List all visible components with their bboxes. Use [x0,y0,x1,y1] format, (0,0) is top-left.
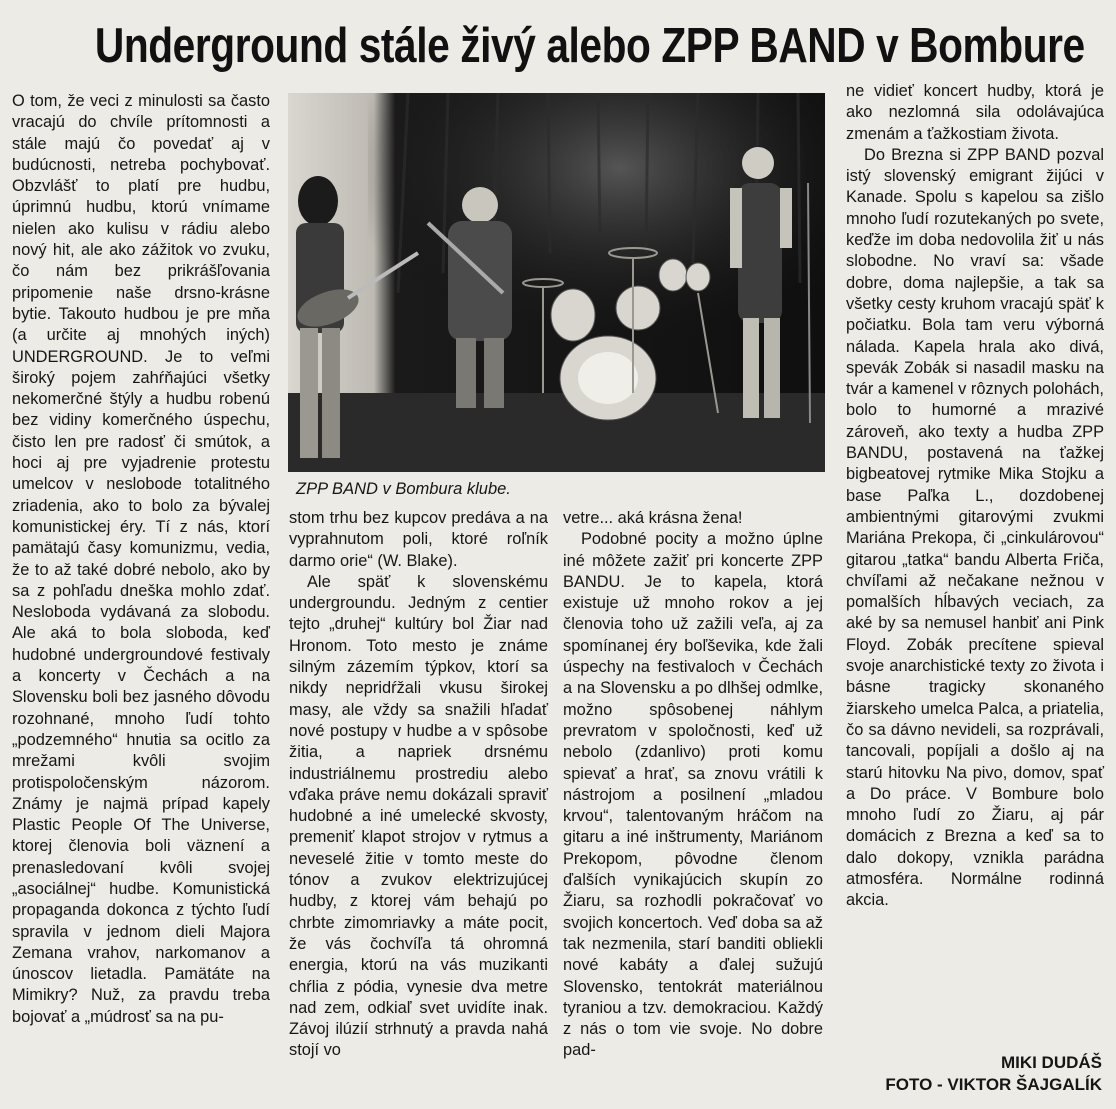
paragraph: stom trhu bez kupcov predáva a na vyprahnutom poli, ktoré roľník darmo orie“ (W. Blake). [289,509,548,570]
photo-caption: ZPP BAND v Bombura klube. [296,480,511,498]
author-name: MIKI DUDÁŠ [1000,1053,1102,1072]
concert-photo-illustration [288,93,825,472]
byline [885,1052,1102,1096]
paragraph: vetre... aká krásna žena! [563,509,743,527]
article-column-1 [12,91,270,1028]
paragraph: Ale späť k slovenskému undergroundu. Jedným z centier tejto „druhej“ kultúry bol Žiar nad Hronom. Toto mesto je známe silným zázemím týpkov, ktorí sa nikdy nepridŕžali vkusu širokej masy, ale vždy sa snažili hľadať nové postupy v hudbe a v spôsobe žitia, a napriek drsnému industriálnemu prostrediu alebo vďaka práve nemu dokázali spraviť hudobné a iné umelecké skvosty, premeniť klapot strojov v rytmus a neveselé žitie v tomto meste do tónov a zvukov elektrizujúcej hudby, z ktorej vám behajú po chrbte zimomriavky a máte pocit, že vás čochvíľa tá ohromná energia, ktorú na vás muzikanti chŕlia z pódia, vynesie dva metre nad zem, odkiaľ svet uvidíte inak. Závoj ilúzií strhnutý a pravda nahá stojí vo [289,572,548,1060]
article-column-3 [563,508,823,1062]
article-column-2 [289,508,548,1062]
article-column-4 [846,81,1104,912]
photo-credit: FOTO - VIKTOR ŠAJGALÍK [885,1075,1102,1094]
paragraph: Podobné pocity a možno úplne iné môžete zažiť pri koncerte ZPP BANDU. Je to kapela, ktorá existuje už mnoho rokov a jej členovia toho už zažili veľa, aj za spomínanej éry boľševika, kde žali úspechy na festivaloch v Čechách a na Slovensku a po dlhšej odmlke, možno spôsobenej náhlym prevratom v spoločnosti, keď už nebolo (zdanlivo) proti komu spievať a hrať, sa znovu vrátili k nástrojom a posilnení „mladou krvou“, talentovaným hráčom na gitaru a iné inštrumenty, Mariánom Prekopom, pôvodne členom ďalších vynikajúcich skupín zo Žiaru, sa rozhodli pokračovať vo svojich koncertoch. Veď doba sa až tak nezmenila, starí banditi obliekli nové kabáty a ďalej sužujú Slovensko, tentokrát materiálnou tyraniou a tzv. demokraciou. Každý z nás o tom vie svoje. No dobre pad- [563,530,823,1060]
paragraph: Do Brezna si ZPP BAND pozval istý slovenský emigrant žijúci v Kanade. Spolu s kapelou sa zišlo mnoho ľudí rozutekaných po svete, keďže im doba nedovolila žiť u nás slobodne. No vraví sa: všade dobre, doma najlepšie, a tak sa všetky cesty kruhom vracajú späť k počiatku. Bola tam veru výborná nálada. Kapela hrala ako divá, spevák Zobák si nasadil masku na tvár a kamenel v rôznych polohách, bolo to humorné a mrazivé zároveň, ako texty a hudba ZPP BANDU, postavená na ťažkej bigbeatovej rytmike Mika Stojku a base Paľka L., dozdobenej ambientnými gitarovými zvukmi Mariána Prekopa, či „cinkulárovou“ gitarou „tatka“ bandu Alberta Friča, chvíľami až nečakane nežnou v pomalších hĺbavých veciach, za aké by sa nemusel hanbiť ani Pink Floyd. Zobák precítene spieval svoje anarchistické texty zo života i básne tragicky skonaného žiarskeho umelca Palca, a priatelia, čo sa dávno nevideli, sa rozprávali, tancovali, popíjali a došlo aj na starú hitovku Na pivo, domov, spať a Do práce. V Bombure bolo mnoho ľudí zo Žiaru, aj pár domácich z Brezna a keď sa to dalo dokopy, vznikla parádna atmosféra. Normálne rodinná akcia. [846,145,1104,910]
paragraph: ne vidieť koncert hudby, ktorá je ako nezlomná sila odolávajúca zmenám a ťažkostiam života. [846,82,1104,143]
paragraph: O tom, že veci z minulosti sa často vracajú do chvíle prítomnosti a stále majú čo povedať aj v budúcnosti, netreba pochybovať. Obzvlášť to platí pre hudbu, úprimnú hudbu, ktorú vnímame nielen ako kulisu v rádiu alebo nový hit, ale ako zážitok vo zvuku, čo nám bez prikrášľovania pripomenie naše drsno-krásne bytie. Takouto hudbou je pre mňa (a určite aj mnohých iných) UNDERGROUND. Je to veľmi široký pojem zahŕňajúci všetky nekomerčné štýly a hudbu robenú bez vidiny komerčného úspechu, čisto len pre radosť či smútok, a hoci aj pre vyjadrenie protestu umelcov v neslobode totalitného zriadenia, ako to bolo za bývalej komunistickej éry. Tí z nás, ktorí pamätajú časy komunizmu, vedia, že to až také dobré nebolo, ako by sa z pohľadu dneška mohlo zdať. Nesloboda vydávaná za slobodu. Ale aká to bola sloboda, keď hudobné undergroundové festivaly a koncerty v Čechách a na Slovensku boli bez jasného dôvodu rozohnané, mnoho ľudí tohto „podzemného“ hnutia sa ocitlo za mrežami kvôli svojim protispoločenským názorom. Známy je najmä prípad kapely Plastic People Of The Universe, ktorej členovia boli väznení a prenasledovaní kvôli svojej „asociálnej“ hudbe. Komunistická propaganda dokonca z týchto ľudí spravila v jednom dieli Majora Zemana vrahov, narkomanov a únoscov lietadla. Pamätáte na Mimikry? Nuž, za pravdu treba bojovať a „múdrosť sa na pu- [12,92,270,1026]
band-photo [288,93,825,472]
headline: Underground stále živý alebo ZPP BAND v Bombure [94,19,1085,73]
